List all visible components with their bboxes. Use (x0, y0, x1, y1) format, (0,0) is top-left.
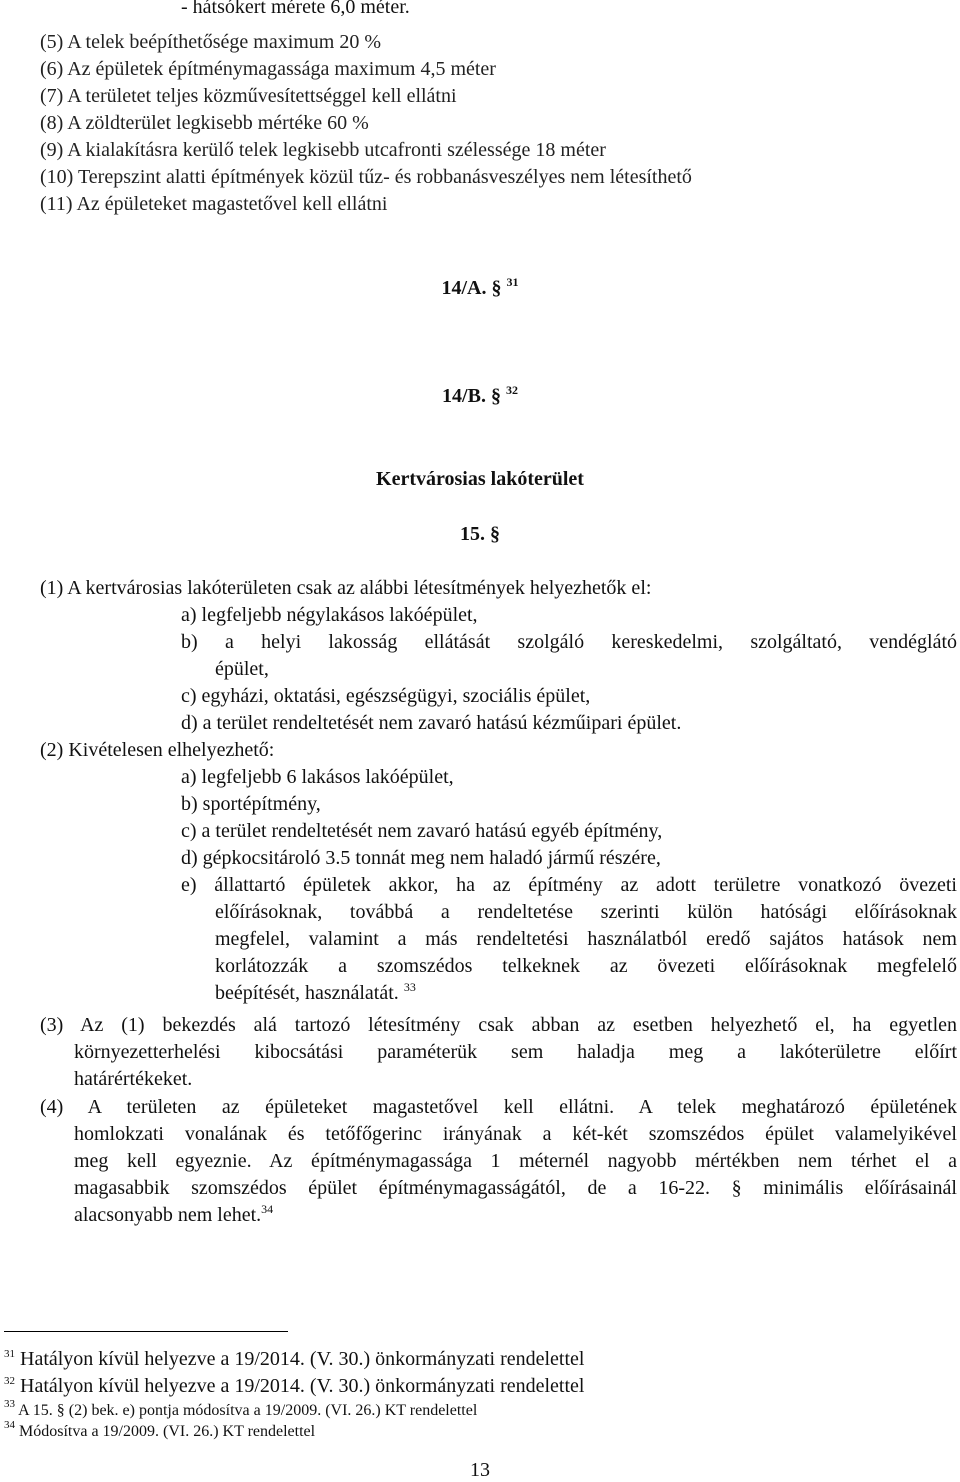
para4-line5: alacsonyabb nem lehet.$^{34}$ (74, 1202, 274, 1226)
para3-line1: (3) Az (1) bekezdés alá tartozó létesítmény csak abban az esetben helyezhető el, ha egyetlen (40, 1014, 957, 1036)
para4-line4: magasabbik szomszédos épület építménymagasságától, de a 16-22. § minimális előírásainál (74, 1177, 957, 1199)
para1-item-c: c) egyházi, oktatási, egészségügyi, szociális épület, (181, 685, 591, 707)
para3-line3: határértékeket. (74, 1068, 193, 1090)
para2-intro: (2) Kivételesen elhelyezhető: (40, 739, 275, 761)
footnote-ref-34[interactable]: 34 (261, 1202, 274, 1216)
section-heading-14a: 14/A. § $^{31}$ (441, 275, 519, 299)
footnote-33: $^{33}$ A 15. § (2) bek. e) pontja módosítva a 19/2009. (VI. 26.) KT rendelettel (4, 1398, 478, 1419)
para4-line2: homlokzati vonalának és tetőfőgerinc irányának a két-két szomszédos épület valamelyikével (74, 1123, 957, 1145)
list-item-hatsokert: - hátsókert mérete 6,0 méter. (181, 0, 410, 18)
para2-item-b: b) sportépítmény, (181, 793, 321, 815)
para2-item-c: c) a terület rendeltetését nem zavaró hatású egyéb építmény, (181, 820, 663, 842)
para2-item-e-line1: e) állattartó épületek akkor, ha az építmény az adott területre vonatkozó övezeti (181, 874, 957, 896)
list-item-9: (9) A kialakításra kerülő telek legkisebb utcafronti szélessége 18 méter (40, 139, 606, 161)
para2-item-e-line3: megfelel, valamint a más rendeltetési használatból eredő sajátos hatások nem (215, 928, 957, 950)
list-item-7: (7) A területet teljes közművesítettséggel kell ellátni (40, 85, 457, 107)
section-title: Kertvárosias lakóterület (376, 468, 584, 490)
list-item-6: (6) Az épületek építménymagassága maximum 4,5 méter (40, 58, 496, 80)
para3-line2: környezetterhelési kibocsátási paraméterük sem haladja meg a lakóterületre előírt (74, 1041, 957, 1063)
footnote-31: $^{31}$ Hatályon kívül helyezve a 19/2014. (V. 30.) önkormányzati rendelettel (4, 1348, 585, 1370)
list-item-10: (10) Terepszint alatti építmények közül tűz- és robbanásveszélyes nem létesíthető (40, 166, 692, 188)
para1-intro: (1) A kertvárosias lakóterületen csak az alábbi létesítmények helyezhetők el: (40, 577, 652, 599)
footnote-34: $^{34}$ Módosítva a 19/2009. (VI. 26.) KT rendelettel (4, 1419, 316, 1440)
para1-item-a: a) legfeljebb négylakásos lakóépület, (181, 604, 478, 626)
para4-line1: (4) A területen az épületeket magastetővel kell ellátni. A telek meghatározó épületének (40, 1096, 957, 1118)
para2-item-d: d) gépkocsitároló 3.5 tonnát meg nem haladó jármű részére, (181, 847, 661, 869)
footnote-ref-33[interactable]: 33 (403, 980, 416, 994)
para2-item-e-line4: korlátozzák a szomszédos telkeknek az övezeti előírásoknak megfelelő (215, 955, 957, 977)
section-heading-15: 15. § (460, 523, 500, 545)
para4-line3: meg kell egyeznie. Az építménymagassága 1 méternél nagyobb mértékben nem térhet el a (74, 1150, 957, 1172)
section-heading-14b: 14/B. § $^{32}$ (442, 383, 518, 407)
list-item-5: (5) A telek beépíthetősége maximum 20 % (40, 31, 382, 53)
para1-item-b-cont: épület, (215, 658, 269, 680)
para2-item-e-line5: beépítését, használatát. $^{33}$ (215, 980, 416, 1004)
list-item-8: (8) A zöldterület legkisebb mértéke 60 % (40, 112, 369, 134)
footnote-ref-31[interactable]: 31 (506, 275, 519, 289)
footnote-separator (4, 1331, 288, 1332)
list-item-11: (11) Az épületeket magastetővel kell ellátni (40, 193, 388, 215)
para1-item-d: d) a terület rendeltetését nem zavaró hatású kézműipari épület. (181, 712, 682, 734)
footnote-32: $^{32}$ Hatályon kívül helyezve a 19/2014. (V. 30.) önkormányzati rendelettel (4, 1375, 585, 1397)
para2-item-a: a) legfeljebb 6 lakásos lakóépület, (181, 766, 454, 788)
para2-item-e-line2: előírásoknak, továbbá a rendeltetése szerinti külön hatósági előírásoknak (215, 901, 957, 923)
para1-item-b: b) a helyi lakosság ellátását szolgáló kereskedelmi, szolgáltató, vendéglátó (181, 631, 957, 653)
footnote-ref-32[interactable]: 32 (505, 383, 518, 397)
page-number: 13 (470, 1459, 490, 1481)
